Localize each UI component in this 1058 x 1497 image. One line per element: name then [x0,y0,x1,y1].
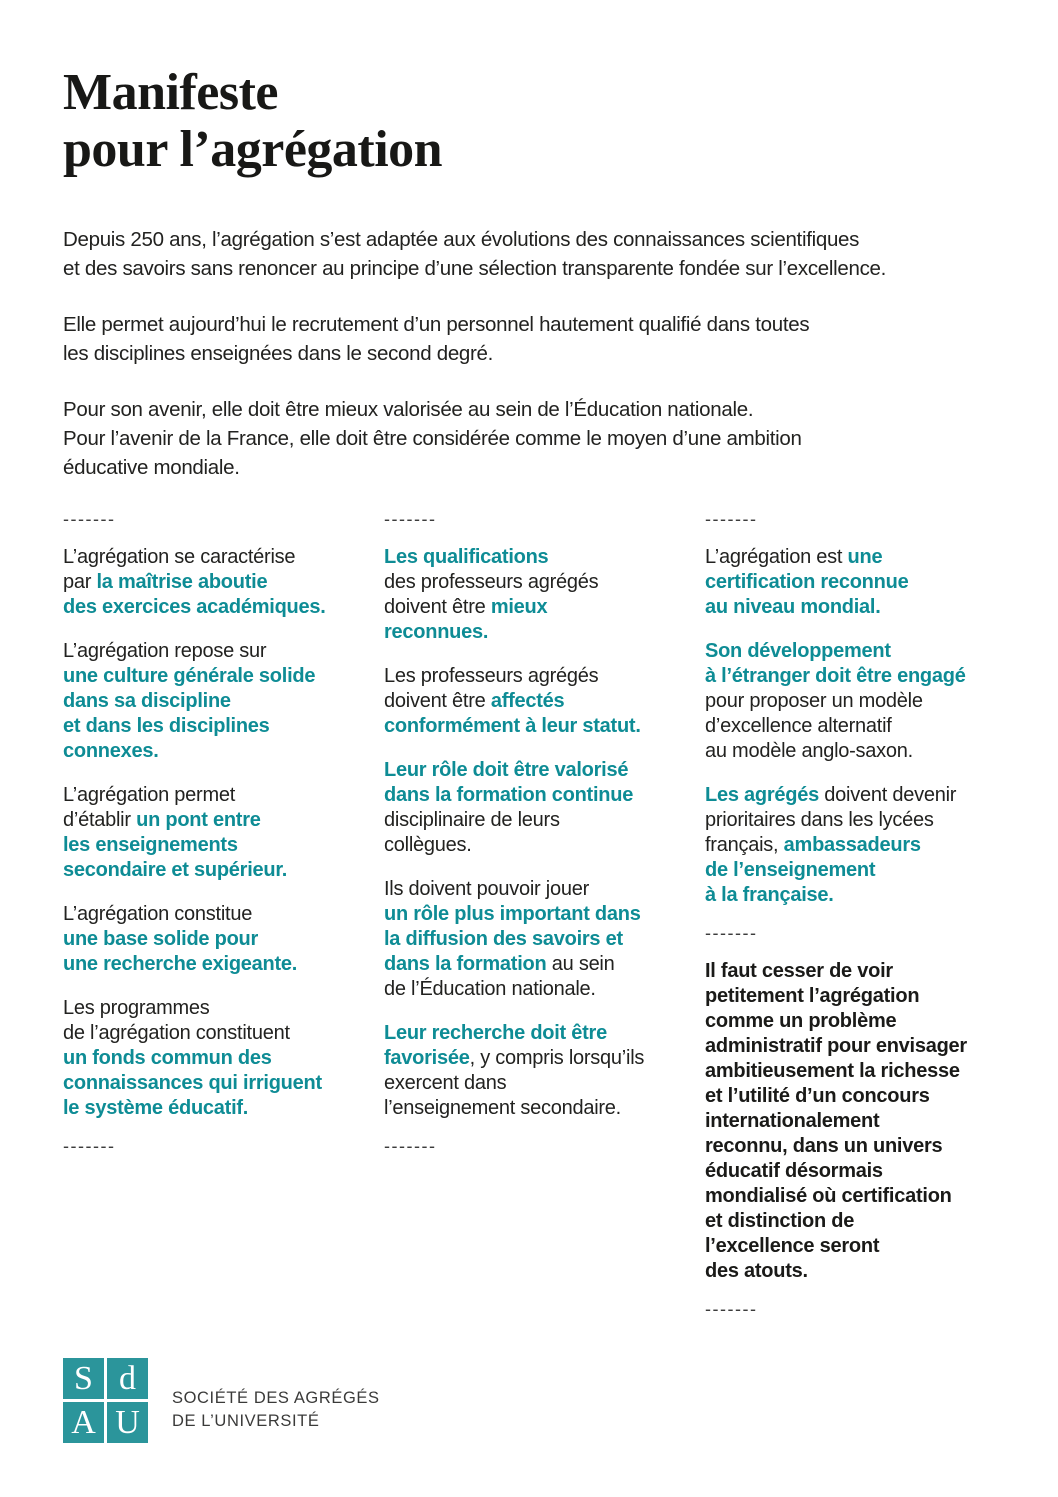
column-paragraph [63,902,354,977]
column-divider: ------- [705,1299,758,1319]
intro-paragraph: Depuis 250 ans, l’agrégation s’est adaptée aux évolutions des connaissances scientifiques et des savoirs sans renoncer au principe d’une sélection transparente fondée sur l’excellence. [63,228,887,280]
highlight-text: affectés conformément à leur statut. [384,690,641,737]
highlight-text: un pont entre les enseignements secondaire et supérieur. [63,809,288,881]
column-paragraph [63,996,354,1121]
plain-text: Les programmes de l’agrégation constituent [63,997,290,1044]
highlight-text: Leur rôle doit être valorisé dans la formation continue [384,759,634,806]
highlight-text: un fonds commun des connaissances qui irriguent le système éducatif. [63,1047,322,1119]
plain-text: Ils doivent pouvoir jouer [384,878,589,900]
bold-text: Il faut cesser de voir petitement l’agrégation comme un problème administratif pour envisager ambitieusement la richesse et l’utilité d’un concours internationalement reconnu, dans un univers éducatif désormais mondialisé où certification et distinction de l’excellence seront des atouts. [705,960,967,1282]
column-paragraph [384,877,675,1002]
organization-name [172,1387,380,1433]
highlight-text: Les agrégés [705,784,819,806]
column-paragraph [384,758,675,858]
highlight-text: Son développement à l’étranger doit être engagé [705,640,966,687]
highlight-text: un rôle plus important dans la diffusion des savoirs et dans la formation [384,903,641,975]
org-name-line-2: DE L’UNIVERSITÉ [172,1411,320,1430]
column-divider: ------- [63,1136,116,1156]
title-line-2: pour l’agrégation [63,121,443,178]
logo-letter-s: S [63,1358,104,1399]
logo-letter-d: d [107,1358,148,1399]
column-paragraph [63,545,354,620]
plain-text: , y compris lorsqu’ils exercent dans l’enseignement secondaire. [384,1047,645,1119]
column-paragraph [705,545,996,620]
plain-text: pour proposer un modèle d’excellence alternatif au modèle anglo-saxon. [705,690,923,762]
plain-text: L’agrégation est [705,546,848,568]
column-paragraph [705,959,996,1284]
column-paragraph [384,664,675,739]
plain-text: L’agrégation permet d’établir [63,784,236,831]
plain-text: au sein de l’Éducation nationale. [384,953,615,1000]
column-paragraph [384,1021,675,1121]
column-paragraph [384,545,675,645]
plain-text: L’agrégation constitue [63,903,253,925]
plain-text: Les professeurs agrégés doivent être [384,665,599,712]
manifesto-column-1 [63,509,354,1335]
intro-section [63,225,995,482]
title-line-1: Manifeste [63,64,278,121]
highlight-text: mieux reconnues. [384,596,548,643]
plain-text: disciplinaire de leurs collègues. [384,809,560,856]
manifesto-column-3 [705,509,996,1335]
logo-letter-a: A [63,1402,104,1443]
page-title [63,64,995,178]
column-divider: ------- [705,509,758,529]
footer [63,1358,380,1443]
manifesto-column-2 [384,509,675,1335]
intro-paragraph: Pour son avenir, elle doit être mieux valorisée au sein de l’Éducation nationale. Pour l’avenir de la France, elle doit être considérée comme le moyen d’une ambition éducative mondiale. [63,398,802,479]
plain-text: des professeurs agrégés doivent être [384,571,599,618]
highlight-text: Les qualifications [384,546,549,568]
column-paragraph [705,783,996,908]
highlight-text: une base solide pour une recherche exigeante. [63,928,298,975]
plain-text: doivent devenir prioritaires dans les lycées français, [705,784,957,856]
column-divider: ------- [63,509,116,529]
plain-text: L’agrégation repose sur [63,640,267,662]
org-name-line-1: SOCIÉTÉ DES AGRÉGÉS [172,1388,380,1407]
column-divider: ------- [384,509,437,529]
column-paragraph [63,639,354,764]
highlight-text: Leur recherche doit être favorisée [384,1022,607,1069]
highlight-text: une culture générale solide dans sa discipline et dans les disciplines connexes. [63,665,316,762]
column-paragraph [63,783,354,883]
intro-paragraph: Elle permet aujourd’hui le recrutement d’un personnel hautement qualifié dans toutes les disciplines enseignées dans le second degré. [63,313,810,365]
plain-text: L’agrégation se caractérise par [63,546,296,593]
column-divider: ------- [705,923,758,943]
logo-letter-u: U [107,1402,148,1443]
sdau-logo [63,1358,148,1443]
column-divider: ------- [384,1136,437,1156]
highlight-text: la maîtrise aboutie des exercices académiques. [63,571,326,618]
columns-section [63,509,995,1335]
highlight-text: une certification reconnue au niveau mondial. [705,546,909,618]
column-paragraph [705,639,996,764]
highlight-text: ambassadeurs de l’enseignement à la française. [705,834,921,906]
